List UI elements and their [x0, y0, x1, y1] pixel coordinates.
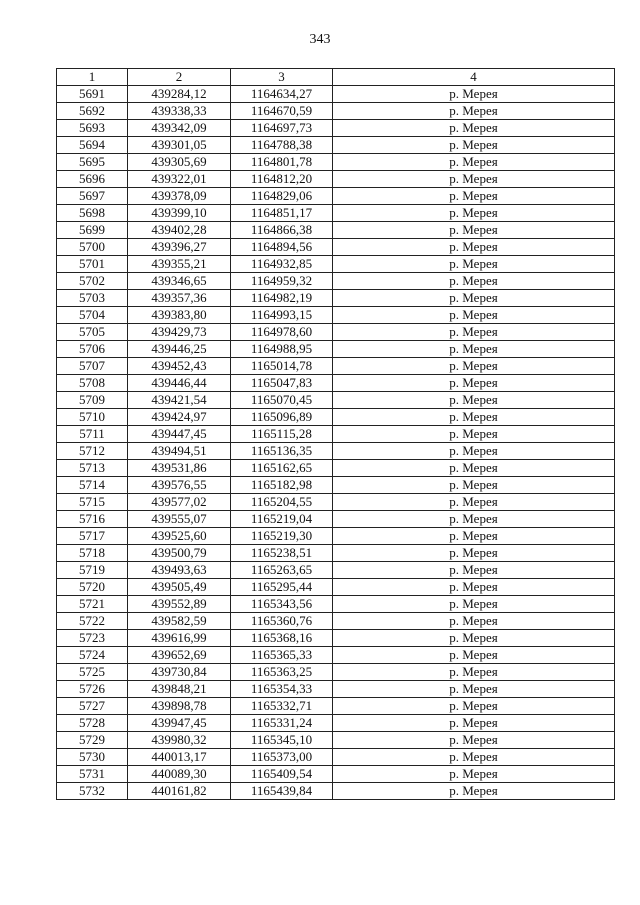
point-number-cell: 5723: [57, 630, 128, 647]
point-number-cell: 5705: [57, 324, 128, 341]
table-row: [57, 528, 615, 545]
point-number-cell: 5700: [57, 239, 128, 256]
location-cell: р. Мерея: [333, 205, 615, 222]
point-number-cell: 5704: [57, 307, 128, 324]
x-coordinate-cell: 439396,27: [128, 239, 231, 256]
location-cell: р. Мерея: [333, 86, 615, 103]
table-row: [57, 256, 615, 273]
column-header: 4: [333, 69, 615, 86]
point-number-cell: 5726: [57, 681, 128, 698]
x-coordinate-cell: 439730,84: [128, 664, 231, 681]
table-row: [57, 766, 615, 783]
x-coordinate-cell: 439421,54: [128, 392, 231, 409]
location-cell: р. Мерея: [333, 307, 615, 324]
location-cell: р. Мерея: [333, 766, 615, 783]
x-coordinate-cell: 439452,43: [128, 358, 231, 375]
table-header-row: [57, 69, 615, 86]
table-row: [57, 562, 615, 579]
x-coordinate-cell: 439378,09: [128, 188, 231, 205]
location-cell: р. Мерея: [333, 596, 615, 613]
location-cell: р. Мерея: [333, 273, 615, 290]
y-coordinate-cell: 1165096,89: [231, 409, 333, 426]
table-row: [57, 103, 615, 120]
table-row: [57, 188, 615, 205]
table-row: [57, 273, 615, 290]
location-cell: р. Мерея: [333, 103, 615, 120]
x-coordinate-cell: 439552,89: [128, 596, 231, 613]
location-cell: р. Мерея: [333, 715, 615, 732]
location-cell: р. Мерея: [333, 324, 615, 341]
point-number-cell: 5716: [57, 511, 128, 528]
table-row: [57, 375, 615, 392]
y-coordinate-cell: 1165115,28: [231, 426, 333, 443]
y-coordinate-cell: 1164788,38: [231, 137, 333, 154]
y-coordinate-cell: 1164670,59: [231, 103, 333, 120]
x-coordinate-cell: 439652,69: [128, 647, 231, 664]
table-row: [57, 86, 615, 103]
y-coordinate-cell: 1165373,00: [231, 749, 333, 766]
location-cell: р. Мерея: [333, 732, 615, 749]
table-row: [57, 511, 615, 528]
x-coordinate-cell: 439898,78: [128, 698, 231, 715]
x-coordinate-cell: 439500,79: [128, 545, 231, 562]
x-coordinate-cell: 439525,60: [128, 528, 231, 545]
table-row: [57, 154, 615, 171]
point-number-cell: 5691: [57, 86, 128, 103]
y-coordinate-cell: 1165295,44: [231, 579, 333, 596]
point-number-cell: 5703: [57, 290, 128, 307]
y-coordinate-cell: 1165363,25: [231, 664, 333, 681]
y-coordinate-cell: 1165204,55: [231, 494, 333, 511]
y-coordinate-cell: 1165354,33: [231, 681, 333, 698]
point-number-cell: 5702: [57, 273, 128, 290]
y-coordinate-cell: 1165014,78: [231, 358, 333, 375]
location-cell: р. Мерея: [333, 579, 615, 596]
location-cell: р. Мерея: [333, 783, 615, 800]
y-coordinate-cell: 1164959,32: [231, 273, 333, 290]
y-coordinate-cell: 1165343,56: [231, 596, 333, 613]
point-number-cell: 5721: [57, 596, 128, 613]
y-coordinate-cell: 1164988,95: [231, 341, 333, 358]
y-coordinate-cell: 1165219,30: [231, 528, 333, 545]
table-row: [57, 783, 615, 800]
x-coordinate-cell: 439383,80: [128, 307, 231, 324]
x-coordinate-cell: 439493,63: [128, 562, 231, 579]
table-row: [57, 681, 615, 698]
table-row: [57, 341, 615, 358]
y-coordinate-cell: 1165263,65: [231, 562, 333, 579]
y-coordinate-cell: 1165070,45: [231, 392, 333, 409]
point-number-cell: 5713: [57, 460, 128, 477]
point-number-cell: 5728: [57, 715, 128, 732]
table-row: [57, 171, 615, 188]
y-coordinate-cell: 1164932,85: [231, 256, 333, 273]
point-number-cell: 5732: [57, 783, 128, 800]
column-header: 1: [57, 69, 128, 86]
x-coordinate-cell: 439424,97: [128, 409, 231, 426]
location-cell: р. Мерея: [333, 749, 615, 766]
table-row: [57, 205, 615, 222]
point-number-cell: 5706: [57, 341, 128, 358]
x-coordinate-cell: 439616,99: [128, 630, 231, 647]
y-coordinate-cell: 1165219,04: [231, 511, 333, 528]
x-coordinate-cell: 439399,10: [128, 205, 231, 222]
table-row: [57, 477, 615, 494]
x-coordinate-cell: 439355,21: [128, 256, 231, 273]
y-coordinate-cell: 1164829,06: [231, 188, 333, 205]
location-cell: р. Мерея: [333, 630, 615, 647]
table-row: [57, 443, 615, 460]
x-coordinate-cell: 439980,32: [128, 732, 231, 749]
x-coordinate-cell: 439582,59: [128, 613, 231, 630]
location-cell: р. Мерея: [333, 375, 615, 392]
location-cell: р. Мерея: [333, 358, 615, 375]
point-number-cell: 5724: [57, 647, 128, 664]
location-cell: р. Мерея: [333, 681, 615, 698]
location-cell: р. Мерея: [333, 120, 615, 137]
location-cell: р. Мерея: [333, 460, 615, 477]
x-coordinate-cell: 439301,05: [128, 137, 231, 154]
point-number-cell: 5709: [57, 392, 128, 409]
table-row: [57, 392, 615, 409]
location-cell: р. Мерея: [333, 494, 615, 511]
location-cell: р. Мерея: [333, 545, 615, 562]
x-coordinate-cell: 439505,49: [128, 579, 231, 596]
table-row: [57, 358, 615, 375]
y-coordinate-cell: 1165162,65: [231, 460, 333, 477]
y-coordinate-cell: 1164812,20: [231, 171, 333, 188]
column-header: 2: [128, 69, 231, 86]
point-number-cell: 5722: [57, 613, 128, 630]
location-cell: р. Мерея: [333, 222, 615, 239]
table-row: [57, 222, 615, 239]
point-number-cell: 5714: [57, 477, 128, 494]
point-number-cell: 5729: [57, 732, 128, 749]
x-coordinate-cell: 439338,33: [128, 103, 231, 120]
y-coordinate-cell: 1165331,24: [231, 715, 333, 732]
y-coordinate-cell: 1165365,33: [231, 647, 333, 664]
x-coordinate-cell: 439555,07: [128, 511, 231, 528]
table-row: [57, 613, 615, 630]
y-coordinate-cell: 1165332,71: [231, 698, 333, 715]
point-number-cell: 5719: [57, 562, 128, 579]
y-coordinate-cell: 1164978,60: [231, 324, 333, 341]
x-coordinate-cell: 439342,09: [128, 120, 231, 137]
point-number-cell: 5731: [57, 766, 128, 783]
x-coordinate-cell: 439446,25: [128, 341, 231, 358]
x-coordinate-cell: 439576,55: [128, 477, 231, 494]
table-row: [57, 698, 615, 715]
point-number-cell: 5710: [57, 409, 128, 426]
point-number-cell: 5693: [57, 120, 128, 137]
y-coordinate-cell: 1164634,27: [231, 86, 333, 103]
location-cell: р. Мерея: [333, 613, 615, 630]
table-row: [57, 120, 615, 137]
point-number-cell: 5696: [57, 171, 128, 188]
location-cell: р. Мерея: [333, 647, 615, 664]
y-coordinate-cell: 1164697,73: [231, 120, 333, 137]
table-row: [57, 715, 615, 732]
x-coordinate-cell: 439494,51: [128, 443, 231, 460]
y-coordinate-cell: 1165182,98: [231, 477, 333, 494]
table-row: [57, 409, 615, 426]
point-number-cell: 5697: [57, 188, 128, 205]
point-number-cell: 5698: [57, 205, 128, 222]
x-coordinate-cell: 439322,01: [128, 171, 231, 188]
column-header: 3: [231, 69, 333, 86]
point-number-cell: 5718: [57, 545, 128, 562]
point-number-cell: 5699: [57, 222, 128, 239]
x-coordinate-cell: 439947,45: [128, 715, 231, 732]
point-number-cell: 5720: [57, 579, 128, 596]
x-coordinate-cell: 439446,44: [128, 375, 231, 392]
table-row: [57, 137, 615, 154]
x-coordinate-cell: 439346,65: [128, 273, 231, 290]
y-coordinate-cell: 1165409,54: [231, 766, 333, 783]
location-cell: р. Мерея: [333, 511, 615, 528]
table-row: [57, 664, 615, 681]
location-cell: р. Мерея: [333, 477, 615, 494]
location-cell: р. Мерея: [333, 562, 615, 579]
table-row: [57, 460, 615, 477]
location-cell: р. Мерея: [333, 154, 615, 171]
table-row: [57, 647, 615, 664]
table-row: [57, 630, 615, 647]
page-number: 343: [309, 32, 331, 47]
x-coordinate-cell: 439848,21: [128, 681, 231, 698]
table-row: [57, 749, 615, 766]
y-coordinate-cell: 1164866,38: [231, 222, 333, 239]
x-coordinate-cell: 439402,28: [128, 222, 231, 239]
x-coordinate-cell: 440089,30: [128, 766, 231, 783]
x-coordinate-cell: 439531,86: [128, 460, 231, 477]
location-cell: р. Мерея: [333, 137, 615, 154]
x-coordinate-cell: 439429,73: [128, 324, 231, 341]
point-number-cell: 5692: [57, 103, 128, 120]
point-number-cell: 5695: [57, 154, 128, 171]
y-coordinate-cell: 1164851,17: [231, 205, 333, 222]
x-coordinate-cell: 439447,45: [128, 426, 231, 443]
location-cell: р. Мерея: [333, 239, 615, 256]
location-cell: р. Мерея: [333, 409, 615, 426]
location-cell: р. Мерея: [333, 443, 615, 460]
location-cell: р. Мерея: [333, 171, 615, 188]
table-row: [57, 307, 615, 324]
location-cell: р. Мерея: [333, 392, 615, 409]
point-number-cell: 5711: [57, 426, 128, 443]
table-row: [57, 324, 615, 341]
point-number-cell: 5727: [57, 698, 128, 715]
location-cell: р. Мерея: [333, 290, 615, 307]
y-coordinate-cell: 1164801,78: [231, 154, 333, 171]
y-coordinate-cell: 1164894,56: [231, 239, 333, 256]
table-row: [57, 239, 615, 256]
y-coordinate-cell: 1164993,15: [231, 307, 333, 324]
x-coordinate-cell: 439284,12: [128, 86, 231, 103]
location-cell: р. Мерея: [333, 256, 615, 273]
y-coordinate-cell: 1165360,76: [231, 613, 333, 630]
table-row: [57, 545, 615, 562]
x-coordinate-cell: 439357,36: [128, 290, 231, 307]
point-number-cell: 5730: [57, 749, 128, 766]
point-number-cell: 5708: [57, 375, 128, 392]
x-coordinate-cell: 439305,69: [128, 154, 231, 171]
location-cell: р. Мерея: [333, 528, 615, 545]
table-row: [57, 732, 615, 749]
table-row: [57, 579, 615, 596]
x-coordinate-cell: 440161,82: [128, 783, 231, 800]
table-row: [57, 290, 615, 307]
table-row: [57, 596, 615, 613]
coordinates-table: [56, 68, 615, 800]
location-cell: р. Мерея: [333, 188, 615, 205]
point-number-cell: 5694: [57, 137, 128, 154]
y-coordinate-cell: 1164982,19: [231, 290, 333, 307]
y-coordinate-cell: 1165136,35: [231, 443, 333, 460]
location-cell: р. Мерея: [333, 341, 615, 358]
table-row: [57, 426, 615, 443]
y-coordinate-cell: 1165047,83: [231, 375, 333, 392]
location-cell: р. Мерея: [333, 664, 615, 681]
y-coordinate-cell: 1165368,16: [231, 630, 333, 647]
location-cell: р. Мерея: [333, 698, 615, 715]
point-number-cell: 5701: [57, 256, 128, 273]
point-number-cell: 5725: [57, 664, 128, 681]
y-coordinate-cell: 1165238,51: [231, 545, 333, 562]
x-coordinate-cell: 440013,17: [128, 749, 231, 766]
location-cell: р. Мерея: [333, 426, 615, 443]
point-number-cell: 5717: [57, 528, 128, 545]
point-number-cell: 5707: [57, 358, 128, 375]
y-coordinate-cell: 1165439,84: [231, 783, 333, 800]
y-coordinate-cell: 1165345,10: [231, 732, 333, 749]
x-coordinate-cell: 439577,02: [128, 494, 231, 511]
table-row: [57, 494, 615, 511]
point-number-cell: 5715: [57, 494, 128, 511]
point-number-cell: 5712: [57, 443, 128, 460]
